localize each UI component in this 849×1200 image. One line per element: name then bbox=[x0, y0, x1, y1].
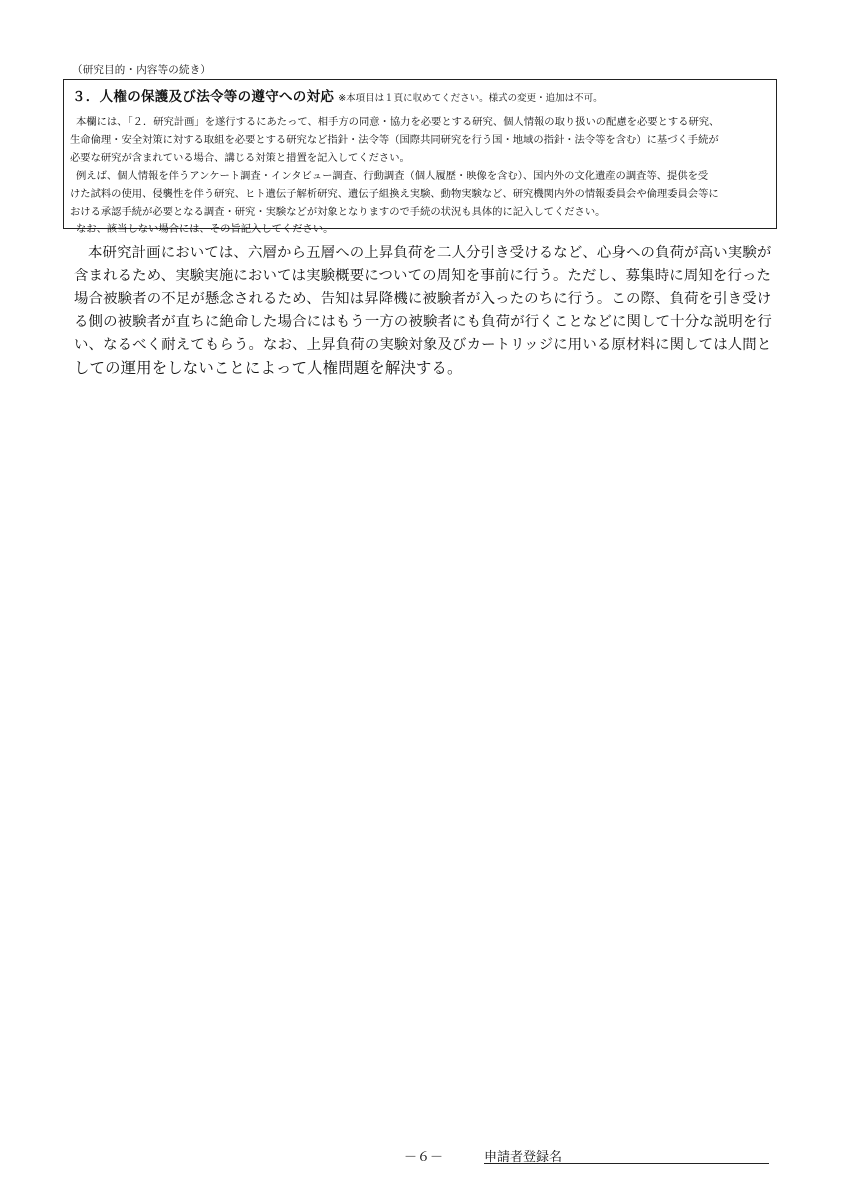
instruction-line: けた試料の使用、侵襲性を伴う研究、ヒト遺伝子解析研究、遺伝子組換え実験、動物実験など、研究機関内外の情報委員会や倫理委員会等に bbox=[70, 188, 719, 200]
instruction-line: なお、該当しない場合には、その旨記入してください。 bbox=[76, 223, 334, 235]
instruction-box bbox=[63, 79, 777, 235]
body-text-line: 含まれるため、実験実施においては実験概要についての周知を事前に行う。ただし、募集時に周知を行った bbox=[74, 268, 772, 284]
applicant-name-label: 申請者登録名 bbox=[484, 1150, 563, 1165]
body-text-line: 場合被験者の不足が懸念されるため、告知は昇降機に被験者が入ったのちに行う。この際、負荷を引き受け bbox=[74, 291, 772, 307]
applicant-name-line bbox=[484, 1163, 769, 1164]
section-title: ３．人権の保護及び法令等の遵守への対応 bbox=[72, 89, 335, 105]
section-note: ※本項目は１頁に収めてください。様式の変更・追加は不可。 bbox=[338, 93, 603, 104]
instruction-line: 生命倫理・安全対策に対する取組を必要とする研究など指針・法令等（国際共同研究を行う国・地域の指針・法令等を含む）に基づく手続が bbox=[70, 134, 719, 146]
section-heading bbox=[72, 85, 603, 105]
page-number: －６－ bbox=[404, 1150, 444, 1165]
instruction-line: おける承認手続が必要となる調査・研究・実験などが対象となりますので手続の状況も具体的に記入してください。 bbox=[70, 206, 606, 218]
instruction-line: 本欄には、「２．研究計画」を遂行するにあたって、相手方の同意・協力を必要とする研究、個人情報の取り扱いの配慮を必要とする研究、 bbox=[76, 116, 720, 128]
instruction-line: 例えば、個人情報を伴うアンケート調査・インタビュー調査、行動調査（個人履歴・映像を含む）、国内外の文化遺産の調査等、提供を受 bbox=[76, 170, 709, 182]
body-text-line: しての運用をしないことによって人権問題を解決する。 bbox=[74, 359, 463, 377]
continuation-note: （研究目的・内容等の続き） bbox=[72, 64, 212, 76]
body-text-line: る側の被験者が直ちに絶命した場合にはもう一方の被験者にも負荷が行くことなどに関して十分な説明を行 bbox=[74, 314, 772, 330]
body-text-line: い、なるべく耐えてもらう。なお、上昇負荷の実験対象及びカートリッジに用いる原材料に関しては人間と bbox=[74, 337, 772, 353]
instruction-line: 必要な研究が含まれている場合、講じる対策と措置を記入してください。 bbox=[70, 152, 410, 164]
body-text-line: 本研究計画においては、六層から五層への上昇負荷を二人分引き受けるなど、心身への負荷が高い実験が bbox=[88, 245, 772, 261]
